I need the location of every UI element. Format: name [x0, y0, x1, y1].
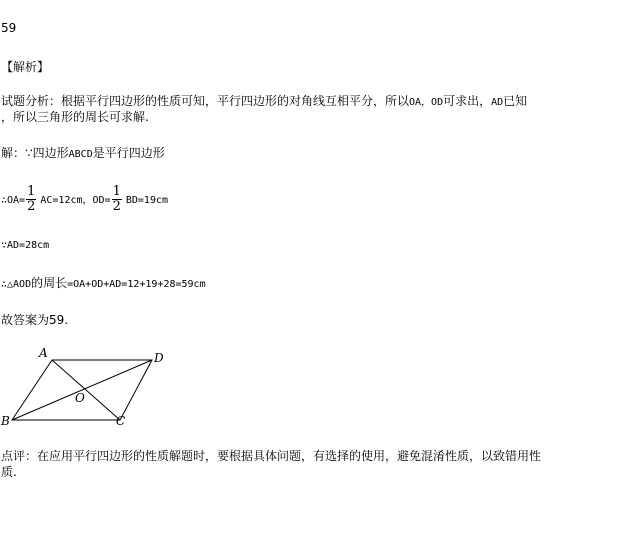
comment-line-1: 点评：在应用平行四边形的性质解题时，要根据具体问题，有选择的使用，避免混淆性质，以致错用性 — [1, 449, 542, 463]
vertex-label-c: C — [116, 414, 126, 428]
vertex-label-d: D — [154, 351, 164, 365]
analysis-segments: OA，OD — [409, 97, 444, 108]
solution-text: 解：∵四边形 — [1, 146, 69, 160]
diagonal-ac — [52, 360, 120, 420]
od-value: BD=19cm — [125, 195, 169, 206]
analysis-line-2: ，所以三角形的周长可求解. — [1, 110, 149, 124]
solution-text: 是平行四边形 — [92, 146, 165, 160]
analysis-text: 试题分析：根据平行四边形的性质可知，平行四边形的对角线互相平分，所以 — [1, 94, 410, 108]
solution-ad-line: ∵AD=28cm — [1, 240, 50, 251]
fraction-numerator: 1 — [112, 184, 121, 199]
oa-prefix: ∴OA= — [1, 195, 26, 206]
vertex-label-b: B — [1, 414, 10, 428]
fraction-denominator: 2 — [112, 199, 121, 214]
solution-conclusion: 故答案为59. — [1, 313, 69, 327]
perimeter-equation: =OA+OD+AD=12+19+28=59cm — [67, 279, 206, 290]
fraction-denominator: 2 — [27, 199, 36, 214]
center-label-o: O — [75, 391, 85, 405]
vertex-label-a: A — [39, 346, 48, 360]
analysis-heading: 【解析】 — [1, 60, 50, 74]
comment-line-2: 质. — [1, 465, 17, 479]
fraction-numerator: 1 — [27, 184, 36, 199]
analysis-text: 已知 — [503, 94, 528, 108]
answer-number: 59 — [1, 21, 17, 35]
analysis-text: 可求出， — [443, 94, 492, 108]
diagonal-bd — [12, 360, 152, 420]
perimeter-word: 的周长 — [31, 276, 68, 290]
quadrilateral-name: ABCD — [68, 149, 93, 160]
analysis-segment-ad: AD — [491, 97, 504, 108]
oa-value: AC=12cm，OD= — [40, 195, 111, 206]
triangle-name: ∴△AOD — [1, 279, 32, 290]
